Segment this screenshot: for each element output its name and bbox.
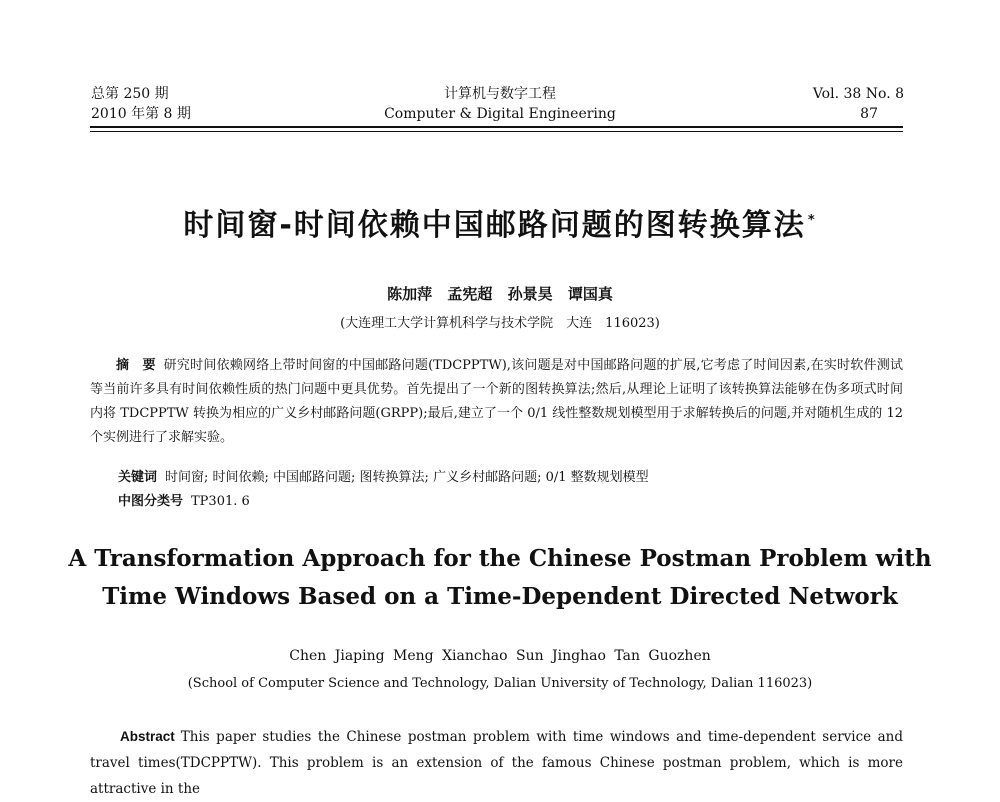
abstract-cn: [90, 354, 903, 450]
classification-cn-text: TP301. 6: [191, 494, 250, 509]
abstract-cn-label: 摘 要: [116, 358, 156, 373]
keywords-cn-text: 时间窗; 时间依赖; 中国邮路问题; 图转换算法; 广义乡村邮路问题; 0/1 整数规划模型: [165, 470, 649, 485]
keywords-cn: [118, 466, 649, 485]
title-en-line1: A Transformation Approach for the Chinese Postman Problem with: [68, 545, 932, 572]
volume-info: [813, 84, 904, 124]
journal-name-cn: 计算机与数字工程: [444, 86, 556, 102]
title-footnote-mark: *: [807, 213, 817, 228]
abstract-en: [90, 724, 903, 802]
header-rule-thin: [90, 131, 903, 132]
abstract-en-text: This paper studies the Chinese postman problem with time windows and time-dependent service and travel times(TDCPPTW). This problem is an extension of the famous Chinese postman problem, which is more attractive in the: [90, 729, 903, 797]
affiliation-cn: (大连理工大学计算机科学与技术学院 大连 116023): [340, 316, 660, 331]
title-en-line2: Time Windows Based on a Time-Dependent Directed Network: [102, 583, 898, 610]
title-en: [0, 540, 1000, 616]
abstract-en-label: Abstract: [120, 729, 175, 744]
affiliation-en: (School of Computer Science and Technology, Dalian University of Technology, Dalian 116023): [187, 676, 813, 691]
header-rule-thick: [90, 126, 903, 128]
classification-cn-label: 中图分类号: [118, 494, 184, 509]
issue-total: 总第 250 期: [91, 86, 169, 102]
title-cn-text: 时间窗-时间依赖中国邮路问题的图转换算法: [183, 208, 806, 243]
abstract-cn-text: 研究时间依赖网络上带时间窗的中国邮路问题(TDCPPTW),该问题是对中国邮路问题的扩展,它考虑了时间因素,在实时软件测试等当前许多具有时间依赖性质的热门问题中更具优势。首先提出了一个新的图转换算法;然后,从理论上证明了该转换算法能够在伪多项式时间内将 TDCPPTW 转换为相应的广义乡村邮路问题(GRPP);最后,建立了一个 0/1 线性整数规划模型用于求解转换后的问题,并对随机生成的 12 个实例进行了求解实验。: [90, 358, 903, 445]
volume-number: Vol. 38 No. 8: [812, 86, 904, 102]
journal-name-en: Computer & Digital Engineering: [384, 106, 616, 122]
authors-en: Chen Jiaping Meng Xianchao Sun Jinghao Tan Guozhen: [289, 648, 711, 664]
page-number: 87: [860, 106, 878, 122]
authors-cn: 陈加萍 孟宪超 孙景昊 谭国真: [387, 285, 613, 303]
issue-year: 2010 年第 8 期: [91, 106, 191, 122]
classification-cn: [118, 490, 250, 509]
keywords-cn-label: 关键词: [118, 470, 158, 485]
title-cn: [0, 200, 1000, 244]
